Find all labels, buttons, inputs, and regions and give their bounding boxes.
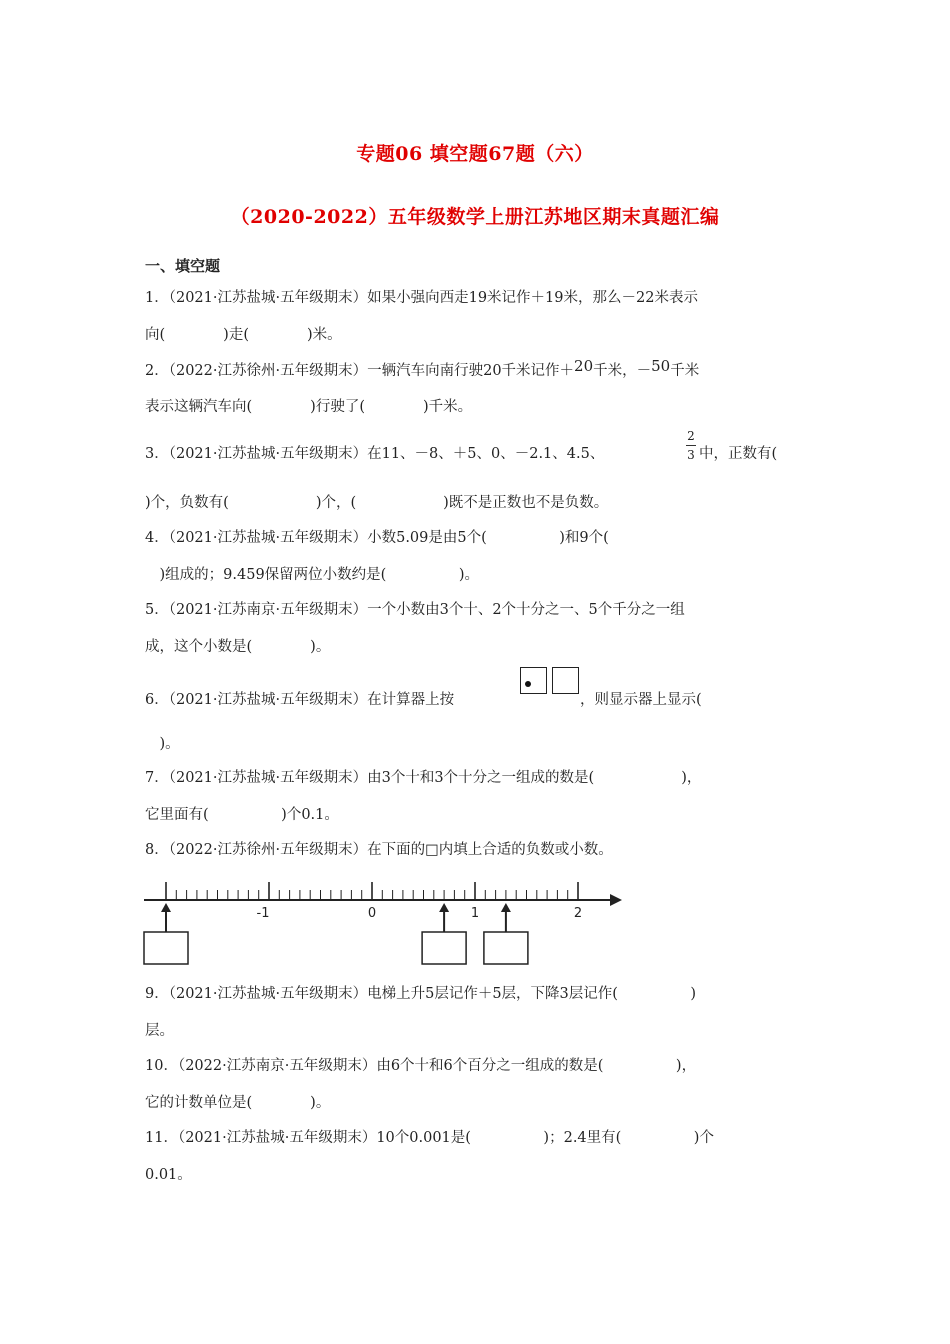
decimal-point-icon [525,681,531,687]
question-11-line-2: 0.01。 [145,1167,192,1183]
question-7-line-1: 7．（2021·江苏盐城·五年级期末）由3个十和3个十分之一组成的数是( )， [145,770,702,786]
calculator-dot-key [520,667,547,694]
answer-pointer-3 [484,903,528,964]
answer-box[interactable] [422,932,466,964]
question-9-line-1: 9．（2021·江苏盐城·五年级期末）电梯上升5层记作＋5层，下降3层记作( ) [145,986,697,1002]
question-3-line-1: 3．（2021·江苏盐城·五年级期末）在11、－8、＋5、0、－2.1、4.5、 [145,446,605,462]
question-5-line-1: 5．（2021·江苏南京·五年级期末）一个小数由3个十、2个十分之一、5个千分之一组 [145,602,685,618]
question-3-line-1b: 中，正数有( [699,446,778,462]
question-9-line-2: 层。 [145,1023,174,1039]
number-line-figure [140,868,630,970]
question-8-line-1: 8．（2022·江苏徐州·五年级期末）在下面的□内填上合适的负数或小数。 [145,842,613,858]
question-11-line-1: 11．（2021·江苏盐城·五年级期末）10个0.001是( )；2.4里有( )个 [145,1130,714,1146]
question-5-line-2: 成，这个小数是( )。 [145,639,331,655]
raised-value-50: 50 [651,357,671,375]
up-arrow-icon [439,903,449,912]
raised-value-20: 20 [574,357,594,375]
answer-pointer-1 [144,903,188,964]
number-line-label-0: 0 [367,906,377,921]
section-heading: 一、填空题 [145,257,221,275]
up-arrow-icon [501,903,511,912]
answer-box[interactable] [144,932,188,964]
question-4-line-2: )组成的；9.459保留两位小数约是( )。 [145,567,479,583]
number-line-label-1: 1 [470,906,480,921]
question-6-line-2: )。 [145,736,180,752]
calculator-blank-key [552,667,579,694]
question-2-line-1 [145,357,700,381]
fraction-numerator: 2 [687,429,695,443]
question-6-line-1b: ，则显示器上显示( [580,692,702,708]
question-1-line-1: 1．（2021·江苏盐城·五年级期末）如果小强向西走19米记作＋19米，那么－22米表示 [145,290,698,306]
number-line-label-2: 2 [573,906,583,921]
page-title: 专题06 填空题67题（六） [356,143,594,165]
answer-box[interactable] [484,932,528,964]
number-line-label-neg1: -1 [256,906,270,921]
question-2-line-2: 表示这辆汽车向( )行驶了( )千米。 [145,399,473,415]
question-10-line-1: 10．（2022·江苏南京·五年级期末）由6个十和6个百分之一组成的数是( )， [145,1058,697,1074]
question-2-text-b: 千米，－ [593,363,652,379]
number-line-arrow-head [610,894,622,906]
page-subtitle: （2020-2022）五年级数学上册江苏地区期末真题汇编 [230,206,720,228]
fraction-denominator: 3 [687,448,695,462]
answer-pointer-2 [422,903,466,964]
question-2-text-c: 千米 [670,363,700,379]
question-2-text-a: 2．（2022·江苏徐州·五年级期末）一辆汽车向南行驶20千米记作＋ [145,363,575,379]
question-1-line-2: 向( )走( )米。 [145,327,342,343]
question-4-line-1: 4．（2021·江苏盐城·五年级期末）小数5.09是由5个( )和9个( [145,530,609,546]
question-3-line-2: )个，负数有( )个，( )既不是正数也不是负数。 [145,495,609,511]
question-7-line-2: 它里面有( )个0.1。 [145,807,339,823]
question-6-line-1: 6．（2021·江苏盐城·五年级期末）在计算器上按 [145,692,455,708]
up-arrow-icon [161,903,171,912]
fraction-bar [686,445,696,446]
question-10-line-2: 它的计数单位是( )。 [145,1095,331,1111]
